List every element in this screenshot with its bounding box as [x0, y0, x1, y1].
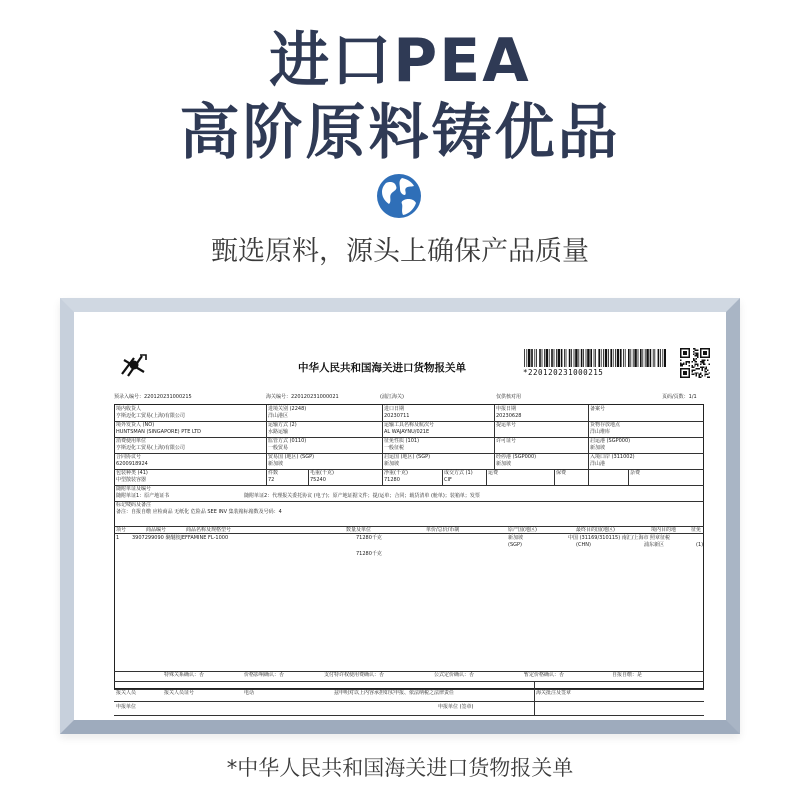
- field-text: 暂定价格确认：否: [524, 672, 565, 678]
- field-text: 许可证号: [496, 438, 517, 444]
- field-text: 20230628: [496, 413, 522, 419]
- qr-module: [709, 364, 710, 365]
- qr-module: [696, 358, 697, 359]
- grid-vline: [308, 469, 309, 485]
- field-text: 运费: [488, 470, 499, 476]
- field-text: 包装种类 (41): [116, 470, 148, 476]
- qr-module: [699, 374, 700, 375]
- qr-module: [697, 372, 698, 373]
- field-text: 杂费: [630, 470, 641, 476]
- field-text: 备注：自报自缴 应检商品 无纸化 危险品 SEE INV 集装箱标箱数及号码：4: [116, 509, 282, 515]
- qr-module: [706, 371, 707, 372]
- qr-module: [704, 369, 705, 370]
- field-text: 净重(千克): [384, 470, 408, 476]
- barcode-bar: [581, 349, 583, 367]
- field-text: 境内目的地: [651, 527, 677, 533]
- barcode-bar: [575, 349, 577, 367]
- barcode-bar: [542, 349, 543, 367]
- qr-module: [697, 357, 698, 358]
- qr-module: [693, 358, 694, 359]
- grid-vline: [554, 469, 555, 485]
- barcode-bar: [617, 349, 619, 367]
- qr-module: [693, 351, 694, 352]
- barcode-bar: [554, 349, 555, 367]
- barcode-bar: [571, 349, 572, 367]
- barcode-bar: [566, 349, 567, 367]
- barcode-bar: [640, 349, 642, 367]
- field-text: 随附单证1：原产地证书: [116, 493, 170, 499]
- barcode-bar: [646, 349, 648, 367]
- field-text: AL WAJAYNU/021E: [384, 429, 430, 435]
- qr-module: [701, 367, 702, 368]
- barcode-bar: [654, 349, 655, 367]
- field-text: (CHN): [576, 542, 591, 548]
- barcode-bar: [642, 349, 643, 367]
- grid-vline: [534, 681, 535, 715]
- grid-vline: [266, 405, 267, 485]
- field-text: 兹申明对以上内容承担如实申报、依法纳税之法律责任: [334, 690, 455, 696]
- field-text: 随附单证2：代理报关委托协议 (电子)；原产地证据文件；提/运单；合同；载货清单 (舱单)；装箱单；发票: [244, 493, 480, 499]
- field-text: 公式定价确认：否: [434, 672, 475, 678]
- field-text: 商品编号: [146, 527, 167, 533]
- qr-module: [706, 367, 707, 368]
- qr-module: [694, 352, 695, 353]
- qr-module: [696, 349, 697, 350]
- qr-module: [691, 367, 692, 368]
- qr-module: [696, 375, 697, 376]
- qr-module: [693, 354, 694, 355]
- field-text: 亨斯迈化工贸易(上海)有限公司: [116, 413, 185, 419]
- field-text: 电话: [244, 690, 255, 696]
- barcode-bar: [531, 349, 533, 367]
- field-text: 启运国 (地区) (SGP): [384, 454, 431, 460]
- qr-module: [701, 369, 702, 370]
- qr-module: [707, 377, 708, 378]
- qr-module: [700, 372, 701, 373]
- barcode-bar: [623, 349, 624, 367]
- field-text: 报关人员: [116, 690, 137, 696]
- barcode-bar: [583, 349, 584, 367]
- barcode-bar: [615, 349, 616, 367]
- field-text: 洋山港: [590, 461, 606, 467]
- field-text: 一般征税: [384, 445, 405, 451]
- qr-module: [696, 364, 697, 365]
- qr-module: [697, 352, 698, 353]
- qr-module: [701, 368, 702, 369]
- qr-module: [693, 367, 694, 368]
- barcode-bar: [534, 349, 535, 367]
- field-text: 合同协议号: [116, 454, 142, 460]
- field-text: 特殊关系确认：否: [164, 672, 205, 678]
- field-text: 启运港 (SGP000): [590, 438, 631, 444]
- grid-hline: [114, 701, 704, 702]
- field-text: 进境关别 (2248): [268, 406, 307, 412]
- field-text: 成交方式 (1): [444, 470, 473, 476]
- field-text: 75240: [310, 477, 326, 483]
- qr-module: [689, 365, 690, 366]
- field-text: 境内收货人: [116, 406, 142, 412]
- qr-module: [680, 359, 681, 360]
- qr-module: [694, 372, 695, 373]
- qr-module: [696, 361, 697, 362]
- qr-module: [683, 351, 687, 355]
- field-text: 贸易国 (地区) (SGP): [268, 454, 315, 460]
- qr-module: [699, 377, 700, 378]
- qr-module: [707, 369, 708, 370]
- qr-module: [694, 361, 695, 362]
- field-text: 报关人员证号: [164, 690, 195, 696]
- qr-module: [697, 349, 698, 350]
- grid-hline: [114, 681, 704, 682]
- qr-module: [694, 359, 695, 360]
- field-text: 货物存放地点: [590, 422, 621, 428]
- qr-module: [697, 364, 698, 365]
- field-text: 洋山港区: [268, 413, 289, 419]
- field-text: 71280: [384, 477, 400, 483]
- qr-module: [696, 352, 697, 353]
- qr-module: [681, 364, 682, 365]
- qr-module: [707, 374, 708, 375]
- field-text: 新加坡: [496, 461, 512, 467]
- barcode-bar: [586, 349, 587, 367]
- field-text: 件数: [268, 470, 279, 476]
- field-text: 数量及单位: [346, 527, 372, 533]
- qr-module: [691, 365, 692, 366]
- field-text: 提运单号: [496, 422, 517, 428]
- qr-module: [694, 369, 695, 370]
- barcode-bar: [598, 349, 600, 367]
- qr-module: [681, 365, 682, 366]
- qr-module: [700, 364, 701, 365]
- field-text: CIF: [444, 477, 452, 483]
- qr-module: [689, 362, 690, 363]
- barcode-bar: [524, 349, 525, 367]
- customs-declaration-document: [88, 324, 712, 708]
- field-text: 自报自缴：是: [612, 672, 643, 678]
- qr-module: [699, 368, 700, 369]
- qr-module: [686, 362, 687, 363]
- qr-module: [700, 367, 701, 368]
- customs-port: (浦江海关): [380, 394, 404, 400]
- barcode-bar: [556, 349, 557, 367]
- document-title: 中华人民共和国海关进口货物报关单: [298, 362, 466, 374]
- barcode-bar: [633, 349, 634, 367]
- barcode-bar: [625, 349, 626, 367]
- field-text: 20230711: [384, 413, 410, 419]
- barcode: [524, 349, 666, 367]
- qr-module: [703, 364, 704, 365]
- document-frame: [60, 298, 740, 734]
- field-text: 支付特许权使用费确认：否: [324, 672, 385, 678]
- qr-module: [700, 361, 701, 362]
- qr-module: [707, 359, 708, 360]
- field-text: 浦东新区: [644, 542, 665, 548]
- field-text: 申报单位 (签章): [438, 704, 474, 710]
- field-text: 进口日期: [384, 406, 405, 412]
- field-text: 保费: [556, 470, 567, 476]
- field-text: 随附单证及编号: [116, 486, 152, 492]
- qr-module: [699, 375, 700, 376]
- pre-entry-number: 预录入编号：220120231000215: [114, 394, 192, 400]
- qr-module: [696, 372, 697, 373]
- field-text: 71280千克: [356, 535, 382, 541]
- qr-module: [696, 374, 697, 375]
- qr-module: [691, 374, 692, 375]
- field-text: 毛重(千克): [310, 470, 334, 476]
- qr-module: [683, 371, 687, 375]
- grid-vline: [486, 469, 487, 485]
- headline-line2: 高阶原料铸优品: [179, 98, 621, 168]
- field-text: 新加坡: [590, 445, 606, 451]
- qr-module: [704, 375, 705, 376]
- barcode-bar: [605, 349, 607, 367]
- field-text: 消费使用单位: [116, 438, 147, 444]
- qr-module: [701, 359, 702, 360]
- qr-module: [704, 359, 705, 360]
- grid-vline: [494, 405, 495, 469]
- barcode-bar: [595, 349, 596, 367]
- subheadline: 甄选原料，源头上确保产品质量: [211, 236, 589, 267]
- qr-module: [693, 348, 694, 349]
- qr-module: [686, 361, 687, 362]
- barcode-bar: [594, 349, 595, 367]
- qr-module: [706, 374, 707, 375]
- qr-module: [701, 361, 702, 362]
- grid-hline: [114, 469, 704, 470]
- field-text: 入境口岸 (311002): [590, 454, 635, 460]
- qr-module: [704, 374, 705, 375]
- qr-module: [691, 361, 692, 362]
- field-text: 征免性质 (101): [384, 438, 420, 444]
- qr-module: [680, 364, 681, 365]
- field-text: 项号: [116, 527, 127, 533]
- barcode-bar: [608, 349, 609, 367]
- barcode-bar: [620, 349, 622, 367]
- qr-module: [709, 377, 710, 378]
- barcode-bar: [539, 349, 541, 367]
- qr-module: [694, 365, 695, 366]
- barcode-bar: [634, 349, 636, 367]
- field-text: HUNTSMAN (SINGAPORE) PTE LTD: [116, 429, 202, 435]
- barcode-bar: [578, 349, 579, 367]
- qr-module: [697, 368, 698, 369]
- qr-module: [694, 355, 695, 356]
- field-text: 征免: [691, 527, 702, 533]
- qr-module: [683, 362, 684, 363]
- barcode-bar: [650, 349, 652, 367]
- field-text: 原产国(地区): [508, 527, 537, 533]
- headline-line1: 进口PEA: [269, 26, 531, 96]
- qr-module: [697, 365, 698, 366]
- barcode-bar: [558, 349, 560, 367]
- barcode-bar: [561, 349, 563, 367]
- field-text: 申报单位: [116, 704, 137, 710]
- field-text: 运输方式 (2): [268, 422, 297, 428]
- barcode-bar: [613, 349, 614, 367]
- field-text: 申报日期: [496, 406, 517, 412]
- declaration-grid: [114, 404, 704, 689]
- qr-module: [700, 377, 701, 378]
- field-text: 价格影响确认：否: [244, 672, 285, 678]
- customs-emblem-icon: [118, 352, 150, 378]
- qr-module: [680, 362, 681, 363]
- barcode-bar: [587, 349, 589, 367]
- field-text: 运输工具名称及航次号: [384, 422, 435, 428]
- caption: *中华人民共和国海关进口货物报关单: [226, 756, 574, 780]
- qr-module: [701, 362, 702, 363]
- field-text: 境外发货人 (NO): [116, 422, 155, 428]
- qr-module: [680, 365, 681, 366]
- barcode-bar: [536, 349, 537, 367]
- qr-module: [691, 371, 692, 372]
- grid-vline: [442, 469, 443, 485]
- qr-module: [686, 364, 687, 365]
- qr-module: [703, 367, 704, 368]
- barcode-bar: [549, 349, 550, 367]
- qr-module: [696, 354, 697, 355]
- field-text: 71280千克: [356, 551, 382, 557]
- grid-vline: [628, 469, 629, 485]
- qr-module: [704, 364, 705, 365]
- qr-module: [703, 362, 704, 363]
- barcode-bar: [664, 349, 666, 367]
- barcode-bar: [658, 349, 660, 367]
- usage-note: 仅供核对用: [496, 394, 522, 400]
- field-text: (1): [696, 542, 704, 548]
- field-text: 新加坡: [508, 535, 524, 541]
- grid-vline: [588, 405, 589, 485]
- grid-hline: [114, 715, 704, 716]
- qr-module: [701, 375, 702, 376]
- barcode-bar: [653, 349, 654, 367]
- qr-module: [689, 361, 690, 362]
- field-text: 72: [268, 477, 275, 483]
- qr-module: [694, 349, 695, 350]
- qr-module: [709, 372, 710, 373]
- globe-icon: [376, 173, 422, 219]
- grid-vline: [382, 405, 383, 485]
- barcode-number: *220120231000215: [523, 368, 604, 377]
- barcode-bar: [603, 349, 604, 367]
- barcode-bar: [660, 349, 661, 367]
- qr-module: [703, 361, 704, 362]
- qr-module: [704, 368, 705, 369]
- field-text: 一般贸易: [268, 445, 289, 451]
- field-text: 水路运输: [268, 429, 289, 435]
- barcode-bar: [574, 349, 575, 367]
- barcode-bar: [564, 349, 565, 367]
- field-text: 单价/总价/币制: [426, 527, 460, 533]
- field-text: 经停港 (SGP000): [496, 454, 537, 460]
- qr-module: [703, 351, 707, 355]
- barcode-bar: [628, 349, 630, 367]
- grid-hline: [114, 533, 704, 534]
- barcode-bar: [630, 349, 631, 367]
- barcode-bar: [645, 349, 646, 367]
- barcode-bar: [546, 349, 548, 367]
- field-text: 监管方式 (0110): [268, 438, 307, 444]
- field-text: 新加坡: [268, 461, 284, 467]
- qr-module: [700, 374, 701, 375]
- field-text: 亨斯迈化工贸易(上海)有限公司: [116, 445, 185, 451]
- qr-module: [693, 359, 694, 360]
- field-text: 最终目的国(地区): [576, 527, 615, 533]
- barcode-bar: [590, 349, 592, 367]
- barcode-bar: [544, 349, 545, 367]
- grid-hline: [114, 501, 704, 502]
- field-text: 洋山堆库: [590, 429, 611, 435]
- qr-module: [693, 369, 694, 370]
- qr-module: [704, 371, 705, 372]
- field-text: 新加坡: [384, 461, 400, 467]
- qr-code: [680, 348, 710, 378]
- barcode-bar: [528, 349, 530, 367]
- qr-module: [706, 368, 707, 369]
- barcode-bar: [638, 349, 639, 367]
- qr-module: [703, 359, 704, 360]
- page-number: 页码/页数：1/1: [662, 394, 697, 400]
- qr-module: [696, 368, 697, 369]
- field-text: 中国 (31169/310115) 南汇/上海市 照章征税: [568, 535, 671, 541]
- barcode-bar: [601, 349, 602, 367]
- field-text: 备案号: [590, 406, 606, 412]
- field-text: (SGP): [508, 542, 522, 548]
- qr-module: [694, 364, 695, 365]
- qr-module: [694, 348, 695, 349]
- qr-module: [697, 355, 698, 356]
- qr-module: [696, 355, 697, 356]
- field-text: 3907299090 聚醚胺JEFFAMINE FL-1000: [132, 535, 229, 541]
- barcode-bar: [610, 349, 612, 367]
- barcode-bar: [569, 349, 571, 367]
- barcode-bar: [662, 349, 663, 367]
- field-text: 商品名称及规格型号: [186, 527, 232, 533]
- qr-module: [697, 354, 698, 355]
- field-text: 中型散装容器: [116, 477, 147, 483]
- qr-module: [693, 374, 694, 375]
- grid-hline: [114, 485, 704, 486]
- field-text: 标记唛码及备注: [116, 502, 152, 508]
- qr-module: [687, 361, 688, 362]
- barcode-bar: [551, 349, 553, 367]
- field-text: 6200918924: [116, 461, 148, 467]
- field-text: 海关批注及签章: [536, 690, 572, 696]
- barcode-bar: [526, 349, 527, 367]
- qr-module: [691, 369, 692, 370]
- customs-number: 海关编号：220120231000021: [266, 394, 339, 400]
- qr-module: [683, 364, 684, 365]
- field-text: 1: [116, 535, 120, 541]
